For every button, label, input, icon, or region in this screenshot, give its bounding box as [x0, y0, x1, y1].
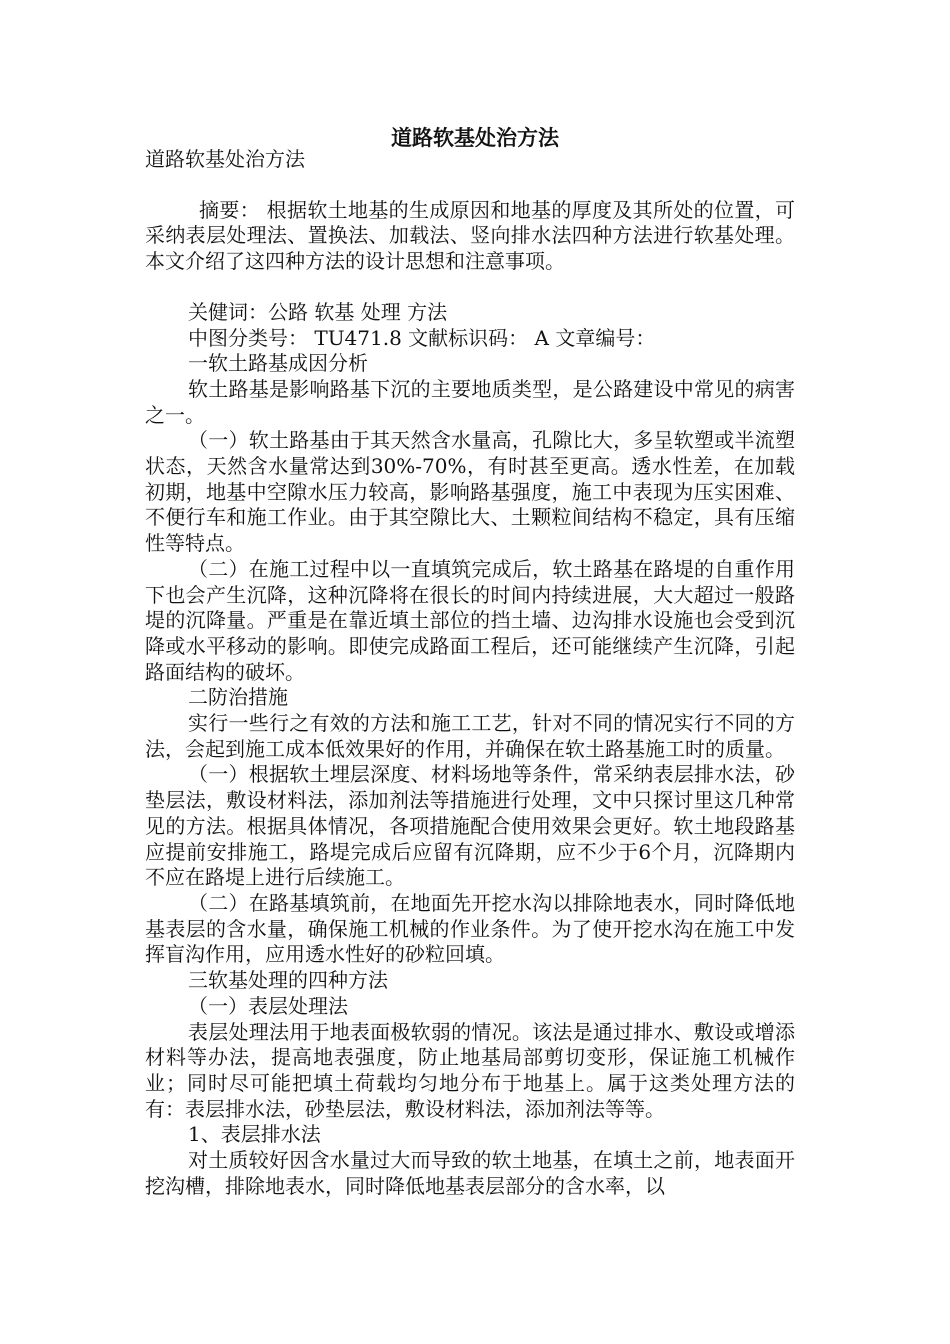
- paragraph: 表层处理法用于地表面极软弱的情况。该法是通过排水、敷设或增添材料等办法，提高地表强度，防止地基局部剪切变形，保证施工机械作业；同时尽可能把填土荷载均匀地分布于地基上。属于这类处理方法的有：表层排水法，砂垫层法，敷设材料法，添加剂法等等。: [145, 1019, 795, 1121]
- abstract-paragraph: 摘要： 根据软土地基的生成原因和地基的厚度及其所处的位置，可采纳表层处理法、置换法、加载法、竖向排水法四种方法进行软基处理。本文介绍了这四种方法的设计思想和注意事项。: [145, 197, 795, 274]
- document-subtitle: 道路软基处治方法: [145, 147, 305, 171]
- document-title: 道路软基处治方法: [391, 125, 559, 150]
- paragraph: 实行一些行之有效的方法和施工工艺，针对不同的情况实行不同的方法，会起到施工成本低效果好的作用，并确保在软土路基施工时的质量。: [145, 711, 795, 761]
- section-heading-1: 一软土路基成因分析: [188, 351, 368, 376]
- document-body: [145, 147, 795, 1199]
- paragraph: （二）在施工过程中以一直填筑完成后，软土路基在路堤的自重作用下也会产生沉降，这种沉降将在很长的时间内持续进展，大大超过一般路堤的沉降量。严重是在靠近填土部位的挡土墙、边沟排水设施也会受到沉降或水平移动的影响。即使完成路面工程后，还可能继续产生沉降，引起路面结构的破坏。: [145, 556, 795, 684]
- subsection-heading: 1、表层排水法: [188, 1122, 321, 1147]
- paragraph: （一）根据软土埋层深度、材料场地等条件，常采纳表层排水法，砂垫层法，敷设材料法，添加剂法等措施进行处理，文中只探讨里这几种常见的方法。根据具体情况，各项措施配合使用效果会更好。软土地段路基应提前安排施工，路堤完成后应留有沉降期，应不少于6个月，沉降期内不应在路堤上进行后续施工。: [145, 762, 795, 890]
- paragraph: 软土路基是影响路基下沉的主要地质类型，是公路建设中常见的病害之一。: [145, 376, 795, 427]
- classification-line: 中图分类号： TU471.8 文献标识码： A 文章编号：: [188, 325, 656, 350]
- subsection-heading: （一）表层处理法: [188, 993, 348, 1018]
- section-heading-2: 二防治措施: [188, 685, 288, 710]
- keywords-line: 关健词：公路 软基 处理 方法: [188, 299, 448, 324]
- paragraph: （一）软土路基由于其天然含水量高，孔隙比大，多呈软塑或半流塑状态，天然含水量常达到30%-70%，有时甚至更高。透水性差，在加载初期，地基中空隙水压力较高，影响路基强度，施工中表现为压实困难、不便行车和施工作业。由于其空隙比大、土颗粒间结构不稳定，具有压缩性等特点。: [145, 428, 795, 556]
- paragraph: 对土质较好因含水量过大而导致的软土地基，在填土之前，地表面开挖沟槽，排除地表水，同时降低地基表层部分的含水率，以: [145, 1148, 795, 1198]
- paragraph: （二）在路基填筑前，在地面先开挖水沟以排除地表水，同时降低地基表层的含水量，确保施工机械的作业条件。为了使开挖水沟在施工中发挥盲沟作用，应用透水性好的砂粒回填。: [145, 890, 795, 967]
- section-heading-3: 三软基处理的四种方法: [188, 968, 388, 993]
